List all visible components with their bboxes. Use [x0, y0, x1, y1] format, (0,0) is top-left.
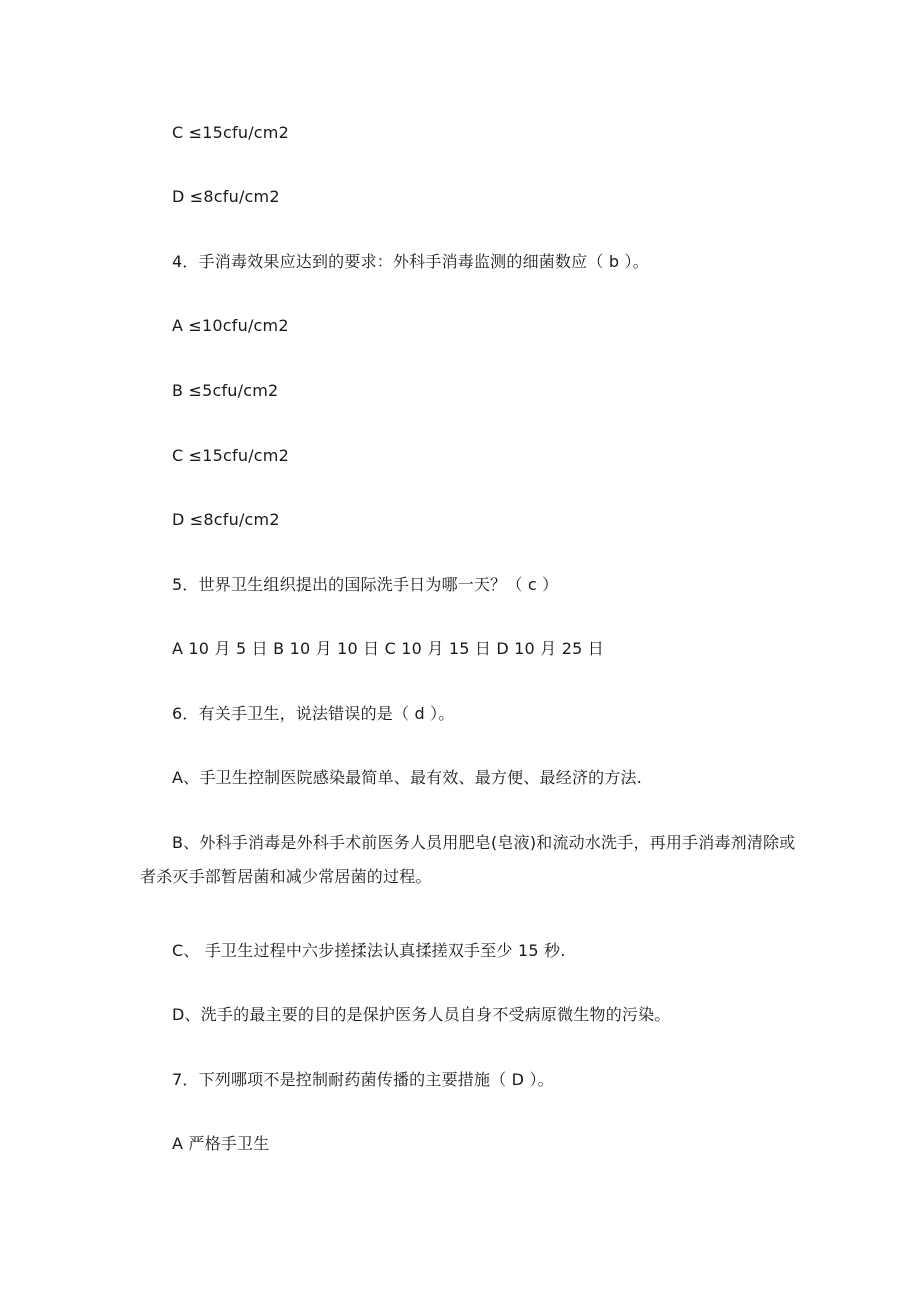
question-5: 5．世界卫生组织提出的国际洗手日为哪一天？（ c ） [172, 575, 559, 594]
option-c-q3: C ≤15cfu/cm2 [172, 123, 289, 142]
option-a-q4: A ≤10cfu/cm2 [172, 316, 289, 335]
option-c-q4: C ≤15cfu/cm2 [172, 446, 289, 465]
option-b-q4: B ≤5cfu/cm2 [172, 381, 279, 400]
option-a-q7: A 严格手卫生 [172, 1134, 270, 1153]
option-d-q6: D、洗手的最主要的目的是保护医务人员自身不受病原微生物的污染。 [172, 1005, 671, 1024]
option-d-q4: D ≤8cfu/cm2 [172, 510, 280, 529]
options-q5: A 10 月 5 日 B 10 月 10 日 C 10 月 15 日 D 10 月 25 日 [172, 639, 604, 658]
option-b-q6: B、外科手消毒是外科手术前医务人员用肥皂(皂液)和流动水洗手，再用手消毒剂清除或者杀灭手部暂居菌和减少常居菌的过程。 [140, 833, 796, 886]
option-a-q6: A、手卫生控制医院感染最简单、最有效、最方便、最经济的方法. [172, 768, 643, 787]
option-c-q6: C、 手卫生过程中六步搓揉法认真揉搓双手至少 15 秒. [172, 941, 566, 960]
question-4: 4．手消毒效果应达到的要求：外科手消毒监测的细菌数应（ b ）。 [172, 252, 649, 271]
question-6: 6．有关手卫生，说法错误的是（ d ）。 [172, 704, 455, 723]
question-7: 7．下列哪项不是控制耐药菌传播的主要措施（ D ）。 [172, 1070, 554, 1089]
option-d-q3: D ≤8cfu/cm2 [172, 187, 280, 206]
